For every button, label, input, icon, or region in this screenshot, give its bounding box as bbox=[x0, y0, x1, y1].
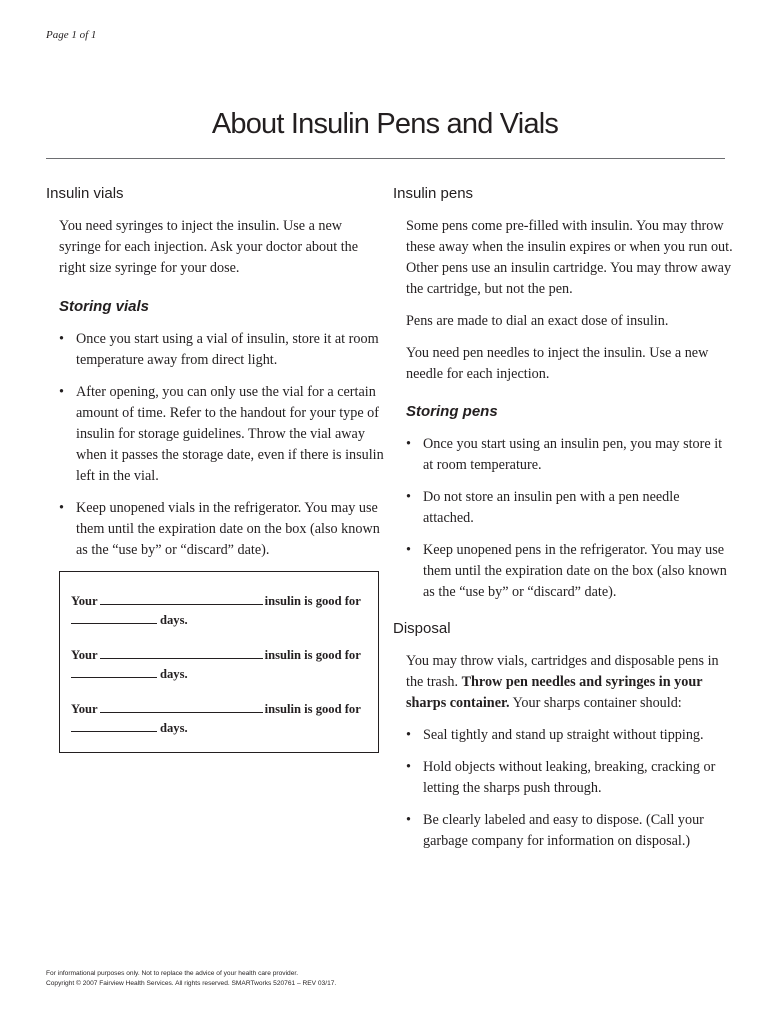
list-item: • Once you start using a vial of insulin, store it at room temperature away from direct light. bbox=[59, 329, 386, 371]
page-label: Page 1 of 1 bbox=[46, 29, 97, 41]
insulin-pens-column bbox=[393, 184, 733, 852]
form-good-for-label: insulin is good for bbox=[264, 594, 361, 608]
form-good-for-label: insulin is good for bbox=[264, 648, 361, 662]
form-your-label: Your bbox=[71, 594, 98, 608]
storing-vials-heading: Storing vials bbox=[59, 298, 150, 315]
form-days-label: days. bbox=[160, 667, 188, 681]
pens-paragraph-3: You need pen needles to inject the insulin. Use a new needle for each injection. bbox=[406, 345, 709, 382]
form-days-label: days. bbox=[160, 613, 188, 627]
list-item: • Keep unopened vials in the refrigerator. You may use them until the expiration date on the box (also known as the “use by” or “discard” date). bbox=[59, 498, 386, 561]
title-rule bbox=[46, 158, 725, 159]
insulin-vials-heading: Insulin vials bbox=[46, 185, 124, 202]
form-days-label: days. bbox=[160, 721, 188, 735]
form-entry bbox=[71, 592, 368, 630]
storing-pens-heading: Storing pens bbox=[406, 403, 498, 420]
list-item: • Seal tightly and stand up straight without tipping. bbox=[406, 725, 733, 746]
insulin-pens-heading: Insulin pens bbox=[393, 185, 474, 202]
insulin-name-blank[interactable] bbox=[100, 647, 263, 659]
days-count-blank[interactable] bbox=[71, 612, 157, 624]
insulin-name-blank[interactable] bbox=[100, 701, 263, 713]
list-item: • Keep unopened pens in the refrigerator. You may use them until the expiration date on the box (also known as the “use by” or “discard” date). bbox=[406, 540, 733, 603]
list-item: • Once you start using an insulin pen, you may store it at room temperature. bbox=[406, 434, 733, 476]
page-title: About Insulin Pens and Vials bbox=[211, 108, 559, 140]
storing-vials-list bbox=[59, 329, 386, 561]
form-your-label: Your bbox=[71, 648, 98, 662]
list-item: • Do not store an insulin pen with a pen needle attached. bbox=[406, 487, 733, 529]
disposal-intro-start: You may throw vials, cartridges and disposable pens in the trash. bbox=[406, 653, 719, 690]
insulin-days-form bbox=[59, 571, 379, 753]
form-entry bbox=[71, 646, 368, 684]
footer-disclaimer: For informational purposes only. Not to replace the advice of your health care provider. bbox=[46, 970, 299, 977]
list-item: • Hold objects without leaking, breaking, cracking or letting the sharps push through. bbox=[406, 757, 733, 799]
disposal-list bbox=[406, 725, 733, 852]
footer bbox=[46, 969, 336, 989]
disposal-intro-end: Your sharps container should: bbox=[512, 695, 682, 711]
pens-paragraph-2: Pens are made to dial an exact dose of insulin. bbox=[406, 313, 669, 329]
disposal-intro bbox=[406, 651, 733, 714]
form-your-label: Your bbox=[71, 702, 98, 716]
days-count-blank[interactable] bbox=[71, 666, 157, 678]
form-entry bbox=[71, 700, 368, 738]
vials-intro: You need syringes to inject the insulin. Use a new syringe for each injection. Ask your doctor about the right size syringe for your dose. bbox=[59, 218, 359, 276]
insulin-name-blank[interactable] bbox=[100, 593, 263, 605]
insulin-vials-column bbox=[46, 184, 386, 753]
disposal-intro-bold: Throw pen needles and syringes in your sharps container. bbox=[406, 674, 703, 711]
disposal-heading: Disposal bbox=[393, 620, 451, 637]
form-good-for-label: insulin is good for bbox=[264, 702, 361, 716]
footer-copyright: Copyright © 2007 Fairview Health Services. All rights reserved. SMARTworks 520761 – REV 03/17. bbox=[46, 980, 337, 987]
list-item: • After opening, you can only use the vial for a certain amount of time. Refer to the handout for your type of insulin for storage guidelines. Throw the vial away when it passes the storage date, even if there is insulin left in the vial. bbox=[59, 382, 386, 487]
storing-pens-list bbox=[406, 434, 733, 603]
pens-paragraph-1: Some pens come pre-filled with insulin. You may throw these away when the insulin expires or when you run out. Other pens use an insulin cartridge. You may throw away the cartridge, but not the pen. bbox=[406, 218, 733, 297]
list-item: • Be clearly labeled and easy to dispose. (Call your garbage company for information on disposal.) bbox=[406, 810, 733, 852]
days-count-blank[interactable] bbox=[71, 720, 157, 732]
